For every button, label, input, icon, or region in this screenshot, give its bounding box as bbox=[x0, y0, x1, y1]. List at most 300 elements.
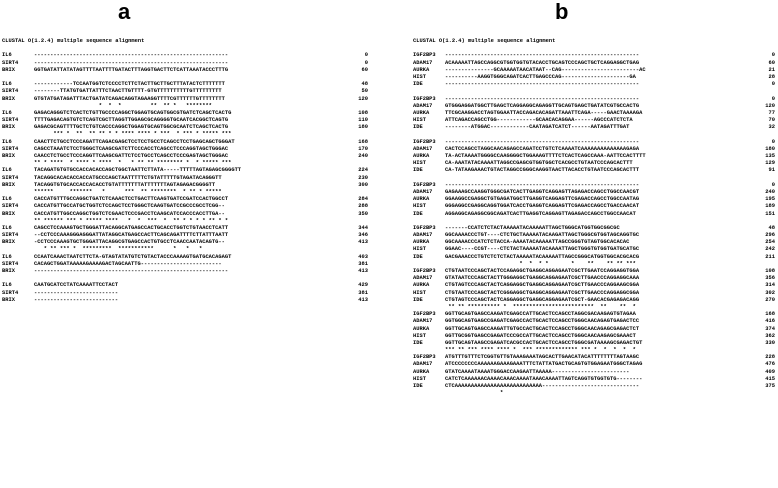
sequence-name: HIST bbox=[413, 246, 426, 253]
sequence-name: BRIX bbox=[2, 95, 15, 102]
sequence-residues: CA-AAATATACAAAATTAGGCCGAGCGTGGTGGCTCACGCCTGTAATCCCAGCACTTT bbox=[445, 160, 633, 167]
sequence-name: AURKA bbox=[413, 66, 430, 73]
sequence-residues: ACAAAAATTAGCCAGGCGTGGTGGTGTACACCTGCAGTCCCAGCTGCTCAGGAGGCTGAG bbox=[445, 59, 640, 66]
sequence-name: AURKA bbox=[413, 282, 430, 289]
sequence-row bbox=[413, 160, 775, 167]
sequence-name: HIST bbox=[413, 117, 426, 124]
sequence-row bbox=[413, 290, 775, 297]
sequence-row bbox=[413, 383, 775, 390]
sequence-name: SIRT4 bbox=[2, 203, 19, 210]
sequence-residues: TACAGGCACACACCACCATGCCCAGCTAATTTTTCTGTATTTTTGTAGATACAGGGTT bbox=[34, 174, 222, 181]
sequence-residues: -CCTCCCAAAGTGCTGGGATTACAGGCGTGAGCCACTGTGCCTCAACCAATACAGTG-- bbox=[34, 239, 225, 246]
consensus-row bbox=[413, 175, 775, 182]
sequence-residues: GGCAAAACCCTGT----CTCTGCTAAAAATACAAGATTAGCTGGGCGTGGTAGCAGGTGC bbox=[445, 232, 640, 239]
sequence-position: 240 bbox=[765, 188, 775, 195]
sequence-position: 48 bbox=[768, 224, 775, 231]
consensus-symbols: *** * ** ** ** * * **** **** * *** * *** * ***** *** bbox=[34, 131, 232, 138]
sequence-position: 356 bbox=[765, 275, 775, 282]
sequence-position: 108 bbox=[358, 109, 368, 116]
sequence-position: 151 bbox=[765, 210, 775, 217]
alignment-block bbox=[413, 52, 775, 95]
sequence-position: 91 bbox=[768, 167, 775, 174]
consensus-row bbox=[413, 131, 775, 138]
sequence-row bbox=[2, 239, 368, 246]
alignment-block bbox=[2, 81, 368, 110]
consensus-spacer bbox=[413, 131, 445, 138]
sequence-position: 48 bbox=[361, 81, 368, 88]
sequence-position: 135 bbox=[765, 153, 775, 159]
sequence-residues: GGGAGGCCGAGGCAGGTGGATCACCTGAGGTCAGGAGTTCGAGACCAGCCTGACCAACAT bbox=[445, 203, 640, 210]
sequence-position: 0 bbox=[771, 52, 775, 59]
spacer bbox=[413, 45, 775, 52]
sequence-position: 32 bbox=[768, 124, 775, 131]
consensus-symbols: * * * ** ** * ******** bbox=[34, 102, 212, 109]
consensus-symbols: ** * **** * **** * **** * * ** ** ******** * * ***** *** bbox=[34, 160, 232, 167]
sequence-residues: GGTGATATTATATAGTTTTAATTTTGATACTTTAGGTGACTTCTCATTAAATACCCTTTG bbox=[34, 66, 229, 73]
sequence-position: 476 bbox=[765, 361, 775, 368]
consensus-symbols: * bbox=[445, 390, 504, 397]
sequence-row bbox=[413, 354, 775, 361]
sequence-position: 189 bbox=[765, 203, 775, 210]
sequence-name: IL6 bbox=[2, 253, 12, 260]
sequence-position: 242 bbox=[765, 246, 775, 253]
sequence-residues: CAGCCTCCAAAGTGCTGGGATTACAGGCATGAGCCACTGCACCTGGTCTGTAACCTCATT bbox=[34, 224, 229, 231]
sequence-row bbox=[413, 81, 775, 88]
sequence-name: BRIX bbox=[2, 296, 15, 303]
consensus-row bbox=[413, 88, 775, 95]
alignment-header: CLUSTAL O(1.2.4) multiple sequence alignment bbox=[413, 38, 556, 44]
sequence-row bbox=[2, 225, 368, 232]
sequence-position: 284 bbox=[358, 196, 368, 203]
sequence-residues: --------TTATGTGATTATTTCTAACTTGTTTT-GTGTTTTTTTTTTGTTTTTTTTT bbox=[34, 88, 222, 95]
consensus-spacer bbox=[413, 347, 445, 354]
sequence-row bbox=[2, 153, 368, 160]
sequence-name: ADAM17 bbox=[413, 275, 433, 282]
sequence-position: 211 bbox=[765, 253, 775, 260]
sequence-name: IDE bbox=[413, 339, 423, 346]
sequence-row bbox=[2, 124, 368, 131]
sequence-name: SIRT4 bbox=[2, 289, 19, 296]
sequence-name: AURKA bbox=[413, 109, 430, 116]
sequence-name: SIRT4 bbox=[2, 59, 19, 66]
sequence-name: AURKA bbox=[413, 325, 430, 332]
sequence-name: ADAM17 bbox=[413, 102, 433, 109]
sequence-residues: GGTGGCAGTGAGCCGAGATCGAGCCACTGCACTCCAGCCTGGGCAACAGAGTGAGACTCC bbox=[445, 318, 640, 325]
sequence-row bbox=[2, 139, 368, 146]
sequence-row bbox=[413, 225, 775, 232]
sequence-position: 224 bbox=[358, 167, 368, 174]
sequence-residues: CTGTAATCCCAGCTACTCCAGAGGCTGAGGCAGGAGAATCGCTTGAATCCAGGAGGTGGA bbox=[445, 268, 640, 274]
alignment-block bbox=[413, 311, 775, 354]
sequence-name: IGF2BP3 bbox=[413, 311, 436, 318]
sequence-name: BRIX bbox=[2, 153, 15, 159]
sequence-name: AURKA bbox=[413, 239, 430, 246]
consensus-row bbox=[413, 347, 775, 354]
alignment-block bbox=[2, 254, 368, 283]
sequence-row bbox=[413, 52, 775, 59]
sequence-name: ADAM17 bbox=[413, 188, 433, 195]
sequence-row bbox=[413, 67, 775, 74]
sequence-name: AURKA bbox=[413, 153, 430, 159]
sequence-row bbox=[2, 96, 368, 103]
consensus-spacer bbox=[2, 131, 34, 138]
sequence-row bbox=[413, 311, 775, 318]
sequence-row bbox=[2, 254, 368, 261]
sequence-residues: ------------------------------------------------------------ bbox=[34, 268, 229, 274]
sequence-position: 70 bbox=[768, 117, 775, 124]
sequence-row bbox=[2, 146, 368, 153]
sequence-position: 120 bbox=[358, 95, 368, 102]
sequence-position: 129 bbox=[765, 160, 775, 167]
sequence-position: 416 bbox=[765, 318, 775, 325]
sequence-row bbox=[413, 146, 775, 153]
sequence-residues: TACAGGTGTGCACCACCACACCTGTATTTTTTTATTTTTTTAGTAGAGACGGGGTT bbox=[34, 181, 216, 188]
alignment-block bbox=[413, 96, 775, 139]
sequence-residues: GACGAAACCCTGTCTCTCTACTAAAAATACAAAAATTAGCCGGGCATGGTGGCACGCACG bbox=[445, 253, 640, 260]
sequence-position: 60 bbox=[768, 59, 775, 66]
sequence-residues: CTGTAATCCCAGCTACTCGGGAGGCTGAGGCAGGAGAATCGCTTGAACCCAGGAGGCGGA bbox=[445, 289, 640, 296]
sequence-name: IL6 bbox=[2, 138, 12, 145]
sequence-row bbox=[413, 74, 775, 81]
sequence-position: 180 bbox=[358, 124, 368, 131]
sequence-row bbox=[413, 196, 775, 203]
sequence-position: 108 bbox=[765, 268, 775, 274]
sequence-name: IDE bbox=[413, 81, 423, 88]
sequence-name: IL6 bbox=[2, 52, 12, 59]
alignment-block bbox=[2, 282, 368, 311]
sequence-row bbox=[413, 96, 775, 103]
sequence-position: 0 bbox=[771, 181, 775, 188]
sequence-residues: TACAGATGTGTGCCACCACACCAGCTGGCTAATTCTTATA-----TTTTTAGTAGAGCGGGGTT bbox=[34, 167, 242, 174]
sequence-row bbox=[2, 60, 368, 67]
sequence-position: 413 bbox=[358, 268, 368, 274]
spacer bbox=[2, 45, 368, 52]
sequence-row bbox=[413, 275, 775, 282]
consensus-spacer bbox=[2, 103, 34, 110]
sequence-residues: ------------------------------------------------------------ bbox=[34, 59, 229, 66]
consensus-row bbox=[2, 103, 368, 110]
sequence-name: HIST bbox=[413, 160, 426, 167]
sequence-position: 254 bbox=[765, 239, 775, 246]
alignment-block bbox=[413, 268, 775, 311]
consensus-row bbox=[2, 275, 368, 282]
sequence-row bbox=[2, 81, 368, 88]
sequence-position: 288 bbox=[358, 203, 368, 210]
consensus-spacer bbox=[413, 304, 445, 311]
sequence-position: 228 bbox=[765, 354, 775, 361]
sequence-row bbox=[413, 282, 775, 289]
sequence-residues: CACAGCTGGATAAAAAGAAAAGACTAGCAATTG------------------------- bbox=[34, 260, 222, 267]
sequence-position: 240 bbox=[358, 153, 368, 159]
sequence-name: SIRT4 bbox=[2, 117, 19, 124]
sequence-position: 413 bbox=[358, 239, 368, 246]
sequence-residues: CACTCCAGCCTAGGCAACAGAGCCAGATCCTGTCTCAAAATCAAAAAAAAAAAAAAGAGA bbox=[445, 145, 640, 152]
sequence-row bbox=[2, 282, 368, 289]
sequence-residues: TTCGCAAGGACCTAGTGGAATTACCAGACACAGATTAAATTCAGA-----GAACTAAAAGA bbox=[445, 109, 643, 116]
sequence-row bbox=[2, 297, 368, 304]
sequence-position: 302 bbox=[765, 289, 775, 296]
sequence-name: IL6 bbox=[2, 282, 12, 289]
sequence-residues: ------------TCCAATGGTCTCCCCTCTTCTACTTGCTTGCTTTATACTCTTTTTTT bbox=[34, 81, 225, 88]
alignment-block bbox=[2, 139, 368, 168]
alignment-panel-b bbox=[413, 38, 775, 397]
sequence-row bbox=[413, 167, 775, 174]
sequence-row bbox=[413, 182, 775, 189]
sequence-position: 0 bbox=[771, 81, 775, 88]
alignment-block bbox=[2, 110, 368, 139]
sequence-residues: CTCAAAAAAAAAAAAAAAAAAAAAAAAAAA------------------------------ bbox=[445, 383, 640, 389]
sequence-name: SIRT4 bbox=[2, 232, 19, 239]
sequence-residues: GAGAAAGCCAAGGTGGGCGATCACTTGAGGTCAGGAGTTAGAGACCAGCCTGGCCAACGT bbox=[445, 188, 640, 195]
sequence-residues: ------------------------------------------------------------ bbox=[34, 52, 229, 59]
sequence-name: HIST bbox=[413, 332, 426, 339]
sequence-name: BRIX bbox=[2, 66, 15, 73]
consensus-spacer bbox=[2, 74, 34, 81]
sequence-row bbox=[413, 139, 775, 146]
alignment-block bbox=[413, 139, 775, 182]
consensus-spacer bbox=[2, 218, 34, 225]
sequence-row bbox=[413, 268, 775, 275]
sequence-residues: ----------AAGGTGGGCAGATCACTTGAGCCCAG---------------------GA bbox=[445, 73, 636, 80]
alignment-block bbox=[2, 52, 368, 81]
sequence-residues: ------------------------------------------------------------ bbox=[445, 52, 640, 59]
sequence-residues: GGTTGCAGTGAGCCAAGATCGAGCCATTGCACTCCAGCCTAGGCGACAAGAGTGTAGAA bbox=[445, 311, 636, 318]
consensus-row bbox=[2, 131, 368, 138]
alignment-block bbox=[2, 225, 368, 254]
consensus-spacer bbox=[413, 390, 445, 397]
sequence-residues: --------ATGGAC------------CAATAGATCATCT------AATAGATTTGAT bbox=[445, 124, 630, 131]
sequence-row bbox=[413, 340, 775, 347]
sequence-position: 77 bbox=[768, 109, 775, 116]
sequence-position: 381 bbox=[358, 289, 368, 296]
sequence-position: 0 bbox=[771, 138, 775, 145]
consensus-row bbox=[413, 261, 775, 268]
sequence-row bbox=[413, 326, 775, 333]
sequence-name: IGF2BP3 bbox=[413, 95, 436, 102]
sequence-residues: GTATCAAAATAAAATGGGACCAAGAATTAAAAA------------------------ bbox=[445, 368, 630, 375]
sequence-residues: ATCCCCCCCCAAAAAAGAAAGAAATTTCTATTATGACTGCAGTGTGGAGAATGGGCTAGAG bbox=[445, 361, 643, 368]
sequence-residues: CACCATGTTGCCATGCTGGTCTCCAGCTCCTGGGCTCAAGTGATCCGCCCGCCTCGG-- bbox=[34, 203, 225, 210]
sequence-position: 170 bbox=[358, 145, 368, 152]
sequence-residues: ------------------------------------------------------------ bbox=[445, 138, 640, 145]
sequence-name: IL6 bbox=[2, 224, 12, 231]
sequence-row bbox=[413, 254, 775, 261]
sequence-name: HIST bbox=[413, 375, 426, 382]
sequence-position: 409 bbox=[765, 368, 775, 375]
sequence-row bbox=[413, 239, 775, 246]
consensus-row bbox=[2, 218, 368, 225]
sequence-position: 429 bbox=[358, 282, 368, 289]
consensus-symbols: *** ** *** **** **** * *** ************* *** * * * * * bbox=[445, 347, 636, 354]
sequence-row bbox=[2, 167, 368, 174]
sequence-position: 403 bbox=[358, 253, 368, 260]
sequence-residues: ---------------GCAAAAATAACATAAT--CAG------------------------AC bbox=[445, 66, 646, 73]
consensus-symbols: ** ****** *** * ***** **** * * *** * ** * * * * ** * * bbox=[34, 217, 229, 224]
panel-a-label: a bbox=[118, 0, 131, 24]
alignment-block bbox=[2, 167, 368, 196]
sequence-row bbox=[2, 290, 368, 297]
sequence-position: 350 bbox=[358, 210, 368, 217]
consensus-spacer bbox=[413, 261, 445, 268]
sequence-name: ADAM17 bbox=[413, 361, 433, 368]
sequence-row bbox=[2, 268, 368, 275]
sequence-position: 375 bbox=[765, 383, 775, 389]
sequence-residues: CA-TATAAGAAACTGTACTAGGCCGGGCAAGGTAACTTACACCTGTAATCCCAGCACTTT bbox=[445, 167, 640, 174]
sequence-row bbox=[413, 246, 775, 253]
sequence-row bbox=[2, 88, 368, 95]
sequence-residues: GGTTGCGGTGAGCCGAGATCCCGCCATTGCACTCCAGCCTGGGCAACAAGAGCGAAACT bbox=[445, 332, 636, 339]
sequence-name: AURKA bbox=[413, 368, 430, 375]
sequence-position: 21 bbox=[768, 66, 775, 73]
sequence-row bbox=[2, 261, 368, 268]
sequence-residues: CACCATGTTGGCCAGGCTGGTCTCGAACTCCCGACCTCAAGCATCCACCCACCTTGA-- bbox=[34, 210, 225, 217]
sequence-position: 0 bbox=[771, 95, 775, 102]
sequence-row bbox=[413, 361, 775, 368]
sequence-name: SIRT4 bbox=[2, 260, 19, 267]
sequence-row bbox=[413, 153, 775, 160]
sequence-row bbox=[413, 318, 775, 325]
sequence-name: BRIX bbox=[2, 181, 15, 188]
sequence-position: 168 bbox=[358, 138, 368, 145]
sequence-position: 413 bbox=[358, 296, 368, 303]
sequence-position: 346 bbox=[358, 232, 368, 239]
consensus-row bbox=[413, 218, 775, 225]
sequence-residues: CAACTTCTGCCTCCCAGATTCAGACGAGCTCCTCCTGCCTCAGCCTCCTGAGCAGCTGGGAT bbox=[34, 138, 235, 145]
sequence-position: 0 bbox=[364, 59, 368, 66]
sequence-row bbox=[2, 175, 368, 182]
sequence-position: 362 bbox=[765, 332, 775, 339]
sequence-residues: CCAATCAAACTAATCTTCTA-GTAGTATATGTCTGTACTACCCAAAAGTGATGCACAGAGT bbox=[34, 253, 232, 260]
sequence-name: IDE bbox=[413, 124, 423, 131]
consensus-symbols: * * * * * ** ** ** *** bbox=[445, 260, 636, 267]
sequence-residues: GTATAATCCCAGCTACTTGGGAGGCTGAGGCAGGAGAATCGCTTGAACCCAGGAGGCAAA bbox=[445, 275, 640, 282]
sequence-name: IGF2BP3 bbox=[413, 224, 436, 231]
consensus-row bbox=[2, 189, 368, 196]
consensus-symbols: ** ** ********** * ************************* ** ** * bbox=[445, 303, 636, 310]
sequence-residues: CATCTCAAAAAACAAAACAAACAAAATAAACAAAATTAGTCAGGTGTGGTGTG-------- bbox=[445, 375, 643, 382]
sequence-residues: GGCAAAACCCATCTCTACCA-AAAATACAAAAATTAGCCGGGTGTAGTGGCACACAC bbox=[445, 239, 630, 246]
sequence-name: ADAM17 bbox=[413, 232, 433, 239]
sequence-name: IDE bbox=[413, 296, 423, 303]
sequence-position: 28 bbox=[768, 73, 775, 80]
sequence-row bbox=[413, 189, 775, 196]
sequence-position: 120 bbox=[765, 102, 775, 109]
sequence-row bbox=[2, 232, 368, 239]
sequence-name: IDE bbox=[413, 167, 423, 174]
sequence-name: IGF2BP3 bbox=[413, 52, 436, 59]
consensus-spacer bbox=[2, 246, 34, 253]
alignment-block bbox=[413, 354, 775, 397]
sequence-row bbox=[2, 203, 368, 210]
sequence-name: IDE bbox=[413, 210, 423, 217]
consensus-symbols: * ** *** * ********* *********** * * * bbox=[34, 246, 203, 253]
sequence-position: 110 bbox=[358, 117, 368, 124]
sequence-row bbox=[2, 196, 368, 203]
sequence-name: IDE bbox=[413, 383, 423, 389]
consensus-row bbox=[2, 74, 368, 81]
sequence-row bbox=[413, 124, 775, 131]
sequence-residues: CAATGCATCCTATCAAAATTCCTACT bbox=[34, 282, 119, 289]
sequence-name: IDE bbox=[413, 253, 423, 260]
sequence-residues: GAGACAGGGTCTCACTCTGTTGCCCCAGGCTGGAGTGCAGTGGCGTGATCTCAGCTCACTG bbox=[34, 109, 232, 116]
sequence-name: BRIX bbox=[2, 239, 15, 246]
sequence-residues: CTGTAGTCCCAGCTACTCAGGAGGCTGAGGCAGGAGAATCGCTTGAACCCAGGAAGCGGA bbox=[445, 282, 640, 289]
sequence-position: 300 bbox=[358, 181, 368, 188]
sequence-position: 381 bbox=[358, 260, 368, 267]
sequence-name: IGF2BP3 bbox=[413, 354, 436, 361]
sequence-residues: GTGTATGATAGATTTACTGATATCAGACAGGTAGAAGGTTTTCGTTTTTTGTTTTTTTT bbox=[34, 95, 225, 102]
sequence-residues: -------------------------- bbox=[34, 289, 119, 296]
sequence-name: IL6 bbox=[2, 81, 12, 88]
sequence-residues: CTGTAGTCCCAGCTACTCAGGAGGCTGAGGCAGGAGAATCGCT-GAACACGAGAGACAGG bbox=[445, 296, 640, 303]
sequence-row bbox=[2, 52, 368, 59]
consensus-spacer bbox=[413, 175, 445, 182]
sequence-row bbox=[413, 376, 775, 383]
sequence-row bbox=[413, 60, 775, 67]
consensus-row bbox=[413, 390, 775, 397]
sequence-row bbox=[413, 333, 775, 340]
sequence-name: BRIX bbox=[2, 124, 15, 131]
sequence-name: ADAM17 bbox=[413, 59, 433, 66]
consensus-row bbox=[413, 304, 775, 311]
sequence-residues: CAACCTCTGCCTCCCAGGTTCAAGCGATTCTCCTGCCTCAGCCTCCCGAGTAGCTGGGAC bbox=[34, 153, 229, 159]
sequence-row bbox=[2, 110, 368, 117]
sequence-residues: GGAAGGCCGAGGCTGTGAGATGGCTTGAGGTCAGGAGTTCGAGACCAGCCTGGCCAATAG bbox=[445, 196, 640, 203]
consensus-spacer bbox=[2, 275, 34, 282]
sequence-row bbox=[413, 211, 775, 218]
alignment-panel-a bbox=[2, 38, 368, 311]
sequence-row bbox=[2, 67, 368, 74]
sequence-residues: -------------------------- bbox=[34, 296, 119, 303]
sequence-name: IL6 bbox=[2, 167, 12, 174]
sequence-row bbox=[413, 110, 775, 117]
consensus-spacer bbox=[2, 304, 34, 311]
alignment-block bbox=[2, 196, 368, 225]
sequence-position: 415 bbox=[765, 375, 775, 382]
sequence-name: HIST bbox=[413, 203, 426, 210]
sequence-name: SIRT4 bbox=[2, 174, 19, 181]
sequence-name: ADAM17 bbox=[413, 145, 433, 152]
sequence-residues: GTGGGAGGATGGCTTGAGCTCAGGAGGCAGAGGTTGCAGTGAGCTGATATCGTGCCACTG bbox=[445, 102, 640, 109]
sequence-row bbox=[413, 297, 775, 304]
sequence-row bbox=[413, 232, 775, 239]
sequence-row bbox=[413, 369, 775, 376]
sequence-name: BRIX bbox=[2, 210, 15, 217]
sequence-residues: GGAAC----CCGT----CTCTACTAAAAATACAAAATTAGCTGGGTGTGGTGATGCATGC bbox=[445, 246, 640, 253]
sequence-position: 270 bbox=[765, 296, 775, 303]
consensus-row bbox=[2, 304, 368, 311]
alignment-block bbox=[413, 182, 775, 225]
sequence-name: HIST bbox=[413, 73, 426, 80]
alignment-block bbox=[413, 225, 775, 268]
panel-b-label: b bbox=[555, 0, 569, 24]
sequence-position: 314 bbox=[765, 282, 775, 289]
sequence-name: IL6 bbox=[2, 109, 12, 116]
sequence-name: IGF2BP3 bbox=[413, 268, 436, 274]
sequence-position: 168 bbox=[765, 311, 775, 318]
sequence-residues: CAGCCTAAATCTCCTGGGCTCAAGCGATCTTCCCACCTCAGCCTCCCAGGTAGCTGGGAC bbox=[34, 145, 229, 152]
sequence-residues: ------------------------------------------------------------ bbox=[445, 181, 640, 188]
sequence-residues: TTTTGAGACAGTGTCTCAGTCGCTTAGGTTGGAGCGCAGGGGTGCAATCACGGCTCAGTG bbox=[34, 117, 229, 124]
sequence-name: ADAM17 bbox=[413, 318, 433, 325]
sequence-row bbox=[2, 117, 368, 124]
sequence-name: HIST bbox=[413, 289, 426, 296]
consensus-spacer bbox=[413, 88, 445, 95]
sequence-row bbox=[413, 117, 775, 124]
sequence-name: IL6 bbox=[2, 196, 12, 203]
sequence-position: 296 bbox=[765, 232, 775, 239]
consensus-row bbox=[2, 246, 368, 253]
